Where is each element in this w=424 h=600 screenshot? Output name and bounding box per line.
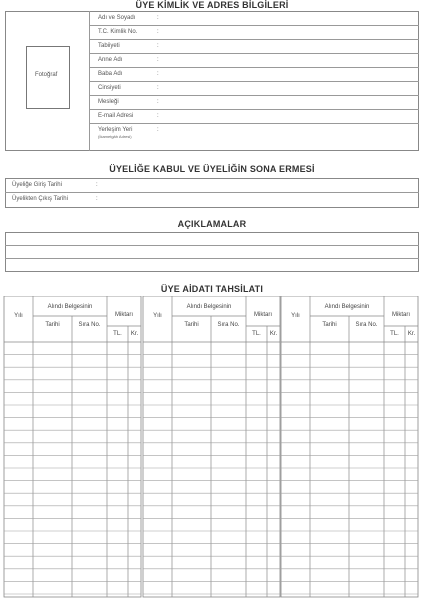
dues-kr-header: Kr. bbox=[407, 331, 416, 337]
identity-field-label: T.C. Kimlik No. bbox=[98, 29, 138, 35]
membership-entry-date-label: Üyeliğe Giriş Tarihi bbox=[12, 182, 62, 188]
membership-box bbox=[5, 178, 419, 208]
dues-amount-header: Miktarı bbox=[254, 312, 272, 318]
dues-section-title: ÜYE AİDATI TAHSİLATI bbox=[160, 284, 264, 294]
identity-field-colon: : bbox=[157, 85, 159, 91]
notes-line-2 bbox=[5, 258, 419, 259]
membership-exit-date-label: Üyelikten Çıkış Tarihi bbox=[12, 196, 68, 202]
identity-field-colon: : bbox=[157, 43, 159, 49]
identity-field-colon: : bbox=[157, 113, 159, 119]
identity-field-label: Baba Adı bbox=[98, 71, 123, 77]
identity-row-divider bbox=[90, 123, 419, 124]
dues-receipt-header: Alındı Belgesinin bbox=[47, 304, 93, 310]
dues-kr-header: Kr. bbox=[130, 331, 139, 337]
dues-date-header: Tarihi bbox=[45, 322, 60, 328]
dues-group-frame bbox=[281, 296, 418, 597]
membership-exit-colon: : bbox=[96, 196, 98, 202]
notes-section-title: AÇIKLAMALAR bbox=[177, 219, 247, 229]
dues-tl-header: TL. bbox=[390, 331, 399, 337]
residence-note: (İkametgâh Adresi) bbox=[98, 134, 132, 139]
identity-row-divider bbox=[90, 81, 419, 82]
identity-field-colon: : bbox=[157, 127, 159, 133]
identity-field-label: Mesleği bbox=[98, 99, 119, 105]
identity-field-colon: : bbox=[157, 29, 159, 35]
dues-amount-header: Miktarı bbox=[115, 312, 133, 318]
dues-date-header: Tarihi bbox=[184, 322, 199, 328]
identity-field-label: Anne Adı bbox=[98, 57, 123, 63]
membership-section-title: ÜYELİĞE KABUL VE ÜYELİĞİN SONA ERMESİ bbox=[109, 164, 315, 174]
dues-group-frame bbox=[4, 296, 141, 597]
dues-kr-header: Kr. bbox=[269, 331, 278, 337]
photo-label: Fotoğraf bbox=[35, 72, 58, 78]
identity-field-label: Yerleşim Yeri bbox=[98, 127, 133, 133]
identity-row-divider bbox=[90, 95, 419, 96]
identity-row-divider bbox=[90, 39, 419, 40]
dues-tl-header: TL. bbox=[113, 331, 122, 337]
identity-field-label: Cinsiyeti bbox=[98, 85, 121, 91]
notes-line-1 bbox=[5, 245, 419, 246]
dues-year-header: Yılı bbox=[291, 313, 300, 319]
dues-year-header: Yılı bbox=[14, 313, 23, 319]
dues-no-header: Sıra No. bbox=[217, 322, 240, 328]
identity-section-title: ÜYE KİMLİK VE ADRES BİLGİLERİ bbox=[135, 0, 289, 10]
dues-receipt-header: Alındı Belgesinin bbox=[186, 304, 232, 310]
identity-field-label: Adı ve Soyadı bbox=[98, 15, 136, 21]
dues-date-header: Tarihi bbox=[322, 322, 337, 328]
identity-field-colon: : bbox=[157, 71, 159, 77]
membership-entry-colon: : bbox=[96, 182, 98, 188]
identity-field-colon: : bbox=[157, 15, 159, 21]
membership-row-divider bbox=[5, 192, 419, 193]
identity-field-colon: : bbox=[157, 57, 159, 63]
dues-no-header: Sıra No. bbox=[355, 322, 378, 328]
identity-row-divider bbox=[90, 109, 419, 110]
identity-field-label: E-mail Adresi bbox=[98, 113, 134, 119]
dues-year-header: Yılı bbox=[153, 313, 162, 319]
identity-row-divider bbox=[90, 67, 419, 68]
dues-no-header: Sıra No. bbox=[78, 322, 101, 328]
notes-box[interactable] bbox=[5, 232, 419, 272]
dues-tl-header: TL. bbox=[252, 331, 261, 337]
identity-field-label: Tabiiyeti bbox=[98, 43, 120, 49]
identity-row-divider bbox=[90, 25, 419, 26]
dues-amount-header: Miktarı bbox=[392, 312, 410, 318]
dues-group-frame bbox=[143, 296, 280, 597]
identity-row-divider bbox=[90, 53, 419, 54]
identity-field-colon: : bbox=[157, 99, 159, 105]
dues-receipt-header: Alındı Belgesinin bbox=[324, 304, 370, 310]
dues-table bbox=[0, 296, 424, 600]
